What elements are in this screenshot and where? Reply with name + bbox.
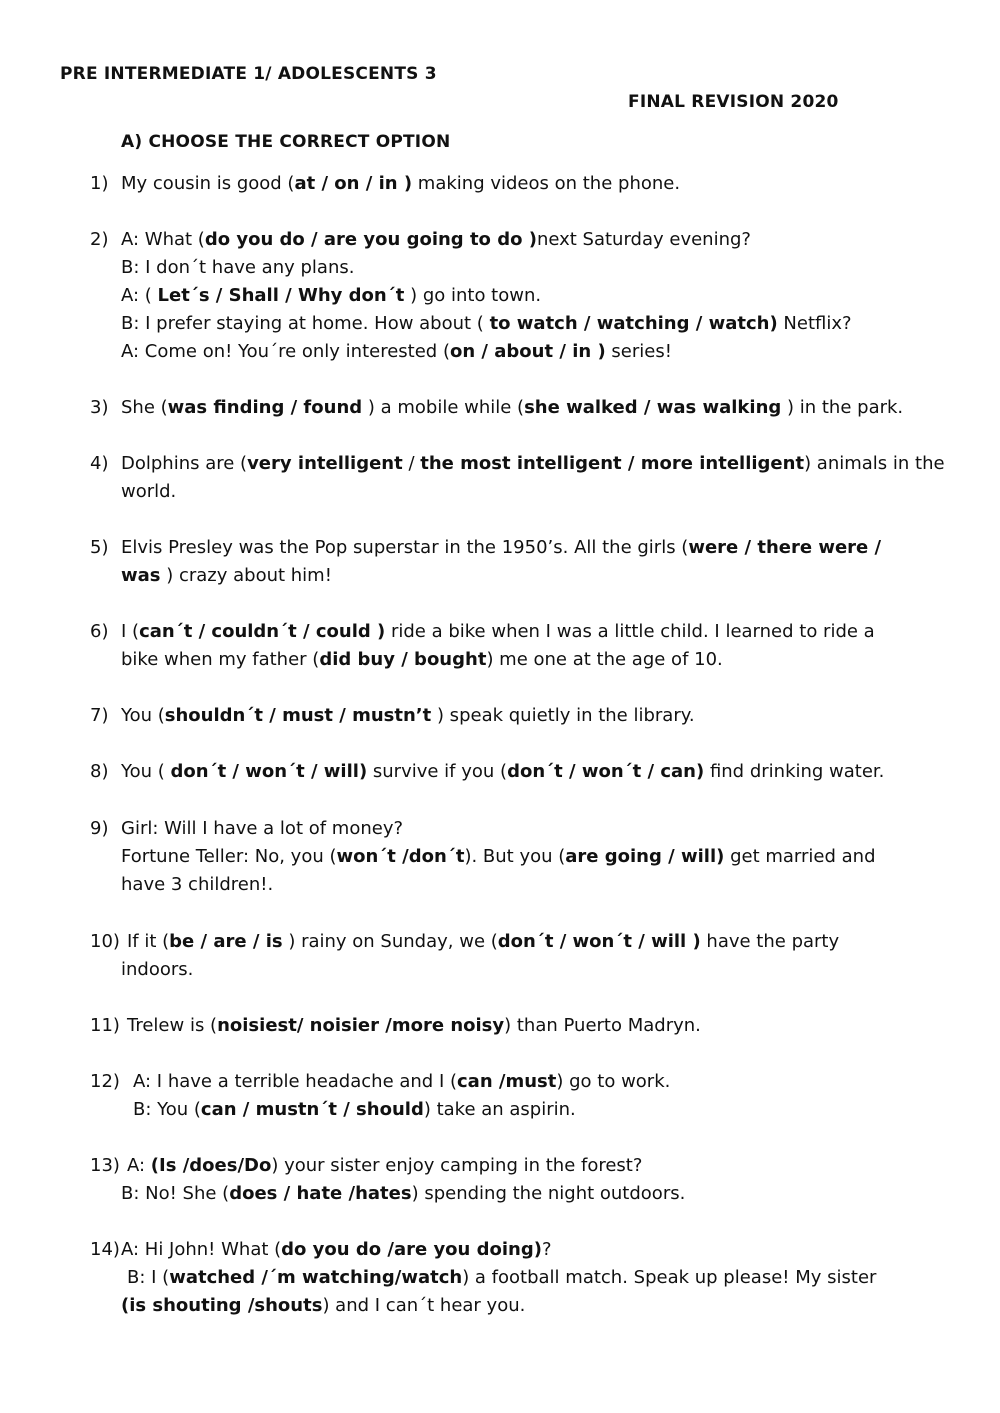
exercise-line: [121, 170, 680, 198]
sentence-text: My cousin is good (: [121, 173, 295, 194]
answer-options[interactable]: at / on / in ): [294, 173, 413, 194]
answer-options[interactable]: very intelligent: [247, 453, 403, 474]
sentence-text: A: (: [121, 285, 158, 306]
answer-options[interactable]: Let´s / Shall / Why don´t: [157, 285, 405, 306]
exercise-line: [121, 871, 273, 899]
sentence-text: Dolphins are (: [121, 453, 248, 474]
exercise-number: 6): [90, 621, 109, 642]
answer-options[interactable]: can /must: [457, 1071, 557, 1092]
sentence-text: B: I prefer staying at home. How about (: [121, 313, 490, 334]
exercise-line: [121, 310, 852, 338]
sentence-text: You (: [121, 705, 165, 726]
exercise-number: 10): [90, 931, 120, 952]
answer-options[interactable]: to watch / watching / watch): [489, 313, 778, 334]
exercise-number: 2): [90, 229, 109, 250]
exercise-number: 8): [90, 761, 109, 782]
sentence-text: ride a bike when I was a little child. I learned to ride a: [385, 621, 875, 642]
exercise-line: [121, 226, 751, 254]
exercise-line: [121, 338, 672, 366]
sentence-text: survive if you (: [367, 761, 508, 782]
sentence-text: ) go to work.: [556, 1071, 671, 1092]
exercise-line: [133, 1096, 576, 1124]
exercise-line: [121, 282, 541, 310]
sentence-text: Netflix?: [777, 313, 852, 334]
exercise-number: 5): [90, 537, 109, 558]
answer-options[interactable]: was finding / found: [167, 397, 363, 418]
answer-options[interactable]: she walked / was walking: [524, 397, 782, 418]
sentence-text: ) crazy about him!: [160, 565, 332, 586]
sentence-text: ). But you (: [464, 846, 566, 867]
exercise-line: [121, 254, 354, 282]
answer-options[interactable]: can / mustn´t / should: [200, 1099, 424, 1120]
answer-options[interactable]: won´t /don´t: [336, 846, 465, 867]
sentence-text: A:: [127, 1155, 151, 1176]
answer-options[interactable]: are going / will): [565, 846, 725, 867]
sentence-text: ?: [541, 1239, 552, 1260]
exercise-line: [121, 562, 332, 590]
sentence-text: series!: [605, 341, 672, 362]
exercise-number: 1): [90, 173, 109, 194]
answer-options[interactable]: (is shouting /shouts: [121, 1295, 323, 1316]
answer-options[interactable]: be / are / is: [169, 931, 283, 952]
sentence-text: B: No! She (: [121, 1183, 230, 1204]
exercise-number: 3): [90, 397, 109, 418]
exercise-number: 11): [90, 1015, 120, 1036]
sentence-text: A: Hi John! What (: [121, 1239, 282, 1260]
section-title: A) CHOOSE THE CORRECT OPTION: [121, 132, 451, 152]
sentence-text: I (: [121, 621, 140, 642]
sentence-text: Fortune Teller: No, you (: [121, 846, 337, 867]
sentence-text: ) than Puerto Madryn.: [504, 1015, 701, 1036]
exercise-line: [121, 815, 403, 843]
exercise-number: 13): [90, 1155, 120, 1176]
sentence-text: If it (: [127, 931, 170, 952]
sentence-text: get married and: [724, 846, 876, 867]
answer-options[interactable]: were / there were /: [688, 537, 882, 558]
sentence-text: She (: [121, 397, 168, 418]
sentence-text: making videos on the phone.: [412, 173, 681, 194]
sentence-text: next Saturday evening?: [536, 229, 751, 250]
exercise-line: [121, 702, 695, 730]
exercise-line: [121, 758, 884, 786]
sentence-text: ) speak quietly in the library.: [431, 705, 695, 726]
answer-options[interactable]: watched /´m watching/watch: [169, 1267, 463, 1288]
answer-options[interactable]: don´t / won´t / will ): [497, 931, 701, 952]
exercise-number: 9): [90, 818, 109, 839]
exercise-line: [133, 1068, 670, 1096]
sentence-text: ) me one at the age of 10.: [486, 649, 723, 670]
sentence-text: B: I (: [127, 1267, 170, 1288]
exercise-line: [121, 956, 193, 984]
sentence-text: ) and I can´t hear you.: [322, 1295, 526, 1316]
sentence-text: have the party: [700, 931, 840, 952]
sentence-text: A: Come on! You´re only interested (: [121, 341, 450, 362]
exercise-line: [121, 478, 176, 506]
exercise-line: [127, 928, 839, 956]
sentence-text: ) your sister enjoy camping in the forest?: [271, 1155, 643, 1176]
exercise-line: [121, 394, 903, 422]
sentence-text: ) animals in the: [804, 453, 945, 474]
sentence-text: have 3 children!.: [121, 874, 274, 895]
exercise-line: [127, 1012, 701, 1040]
sentence-text: B: I don´t have any plans.: [121, 257, 355, 278]
sentence-text: Elvis Presley was the Pop superstar in the 1950’s. All the girls (: [121, 537, 689, 558]
document-header-level: PRE INTERMEDIATE 1/ ADOLESCENTS 3: [60, 64, 437, 84]
sentence-text: /: [402, 453, 421, 474]
answer-options[interactable]: don´t / won´t / will): [170, 761, 368, 782]
exercise-line: [121, 646, 723, 674]
exercise-line: [121, 1180, 685, 1208]
sentence-text: A: I have a terrible headache and I (: [133, 1071, 457, 1092]
sentence-text: ) rainy on Sunday, we (: [282, 931, 498, 952]
answer-options[interactable]: was: [121, 565, 161, 586]
sentence-text: bike when my father (: [121, 649, 320, 670]
sentence-text: ) in the park.: [781, 397, 904, 418]
sentence-text: A: What (: [121, 229, 205, 250]
answer-options[interactable]: (Is /does/Do: [150, 1155, 272, 1176]
sentence-text: ) a football match. Speak up please! My sister: [462, 1267, 877, 1288]
sentence-text: Girl: Will I have a lot of money?: [121, 818, 404, 839]
exercise-line: [127, 1152, 642, 1180]
exercise-number: 7): [90, 705, 109, 726]
answer-options[interactable]: do you do / are you going to do ): [204, 229, 537, 250]
answer-options[interactable]: on / about / in ): [449, 341, 606, 362]
exercise-number: 12): [90, 1071, 120, 1092]
exercise-number: 14): [90, 1239, 120, 1260]
answer-options[interactable]: does / hate /hates: [229, 1183, 412, 1204]
answer-options[interactable]: noisiest/ noisier /more noisy: [217, 1015, 505, 1036]
exercise-line: [121, 450, 945, 478]
sentence-text: ) go into town.: [404, 285, 542, 306]
document-header-title: FINAL REVISION 2020: [628, 92, 839, 112]
exercise-line: [121, 618, 875, 646]
sentence-text: world.: [121, 481, 177, 502]
exercise-line: [121, 534, 881, 562]
sentence-text: ) take an aspirin.: [423, 1099, 576, 1120]
sentence-text: ) spending the night outdoors.: [411, 1183, 686, 1204]
exercise-line: [121, 1236, 552, 1264]
sentence-text: Trelew is (: [127, 1015, 218, 1036]
exercise-line: [121, 843, 876, 871]
answer-options[interactable]: the most intelligent / more intelligent: [420, 453, 805, 474]
exercise-line: [127, 1264, 876, 1292]
answer-options[interactable]: shouldn´t / must / mustn’t: [164, 705, 432, 726]
exercise-line: [121, 1292, 525, 1320]
sentence-text: ) a mobile while (: [362, 397, 525, 418]
sentence-text: You (: [121, 761, 171, 782]
answer-options[interactable]: can´t / couldn´t / could ): [139, 621, 386, 642]
sentence-text: B: You (: [133, 1099, 201, 1120]
answer-options[interactable]: do you do /are you doing): [281, 1239, 542, 1260]
answer-options[interactable]: did buy / bought: [319, 649, 487, 670]
answer-options[interactable]: don´t / won´t / can): [507, 761, 705, 782]
sentence-text: indoors.: [121, 959, 194, 980]
exercise-number: 4): [90, 453, 109, 474]
sentence-text: find drinking water.: [704, 761, 885, 782]
